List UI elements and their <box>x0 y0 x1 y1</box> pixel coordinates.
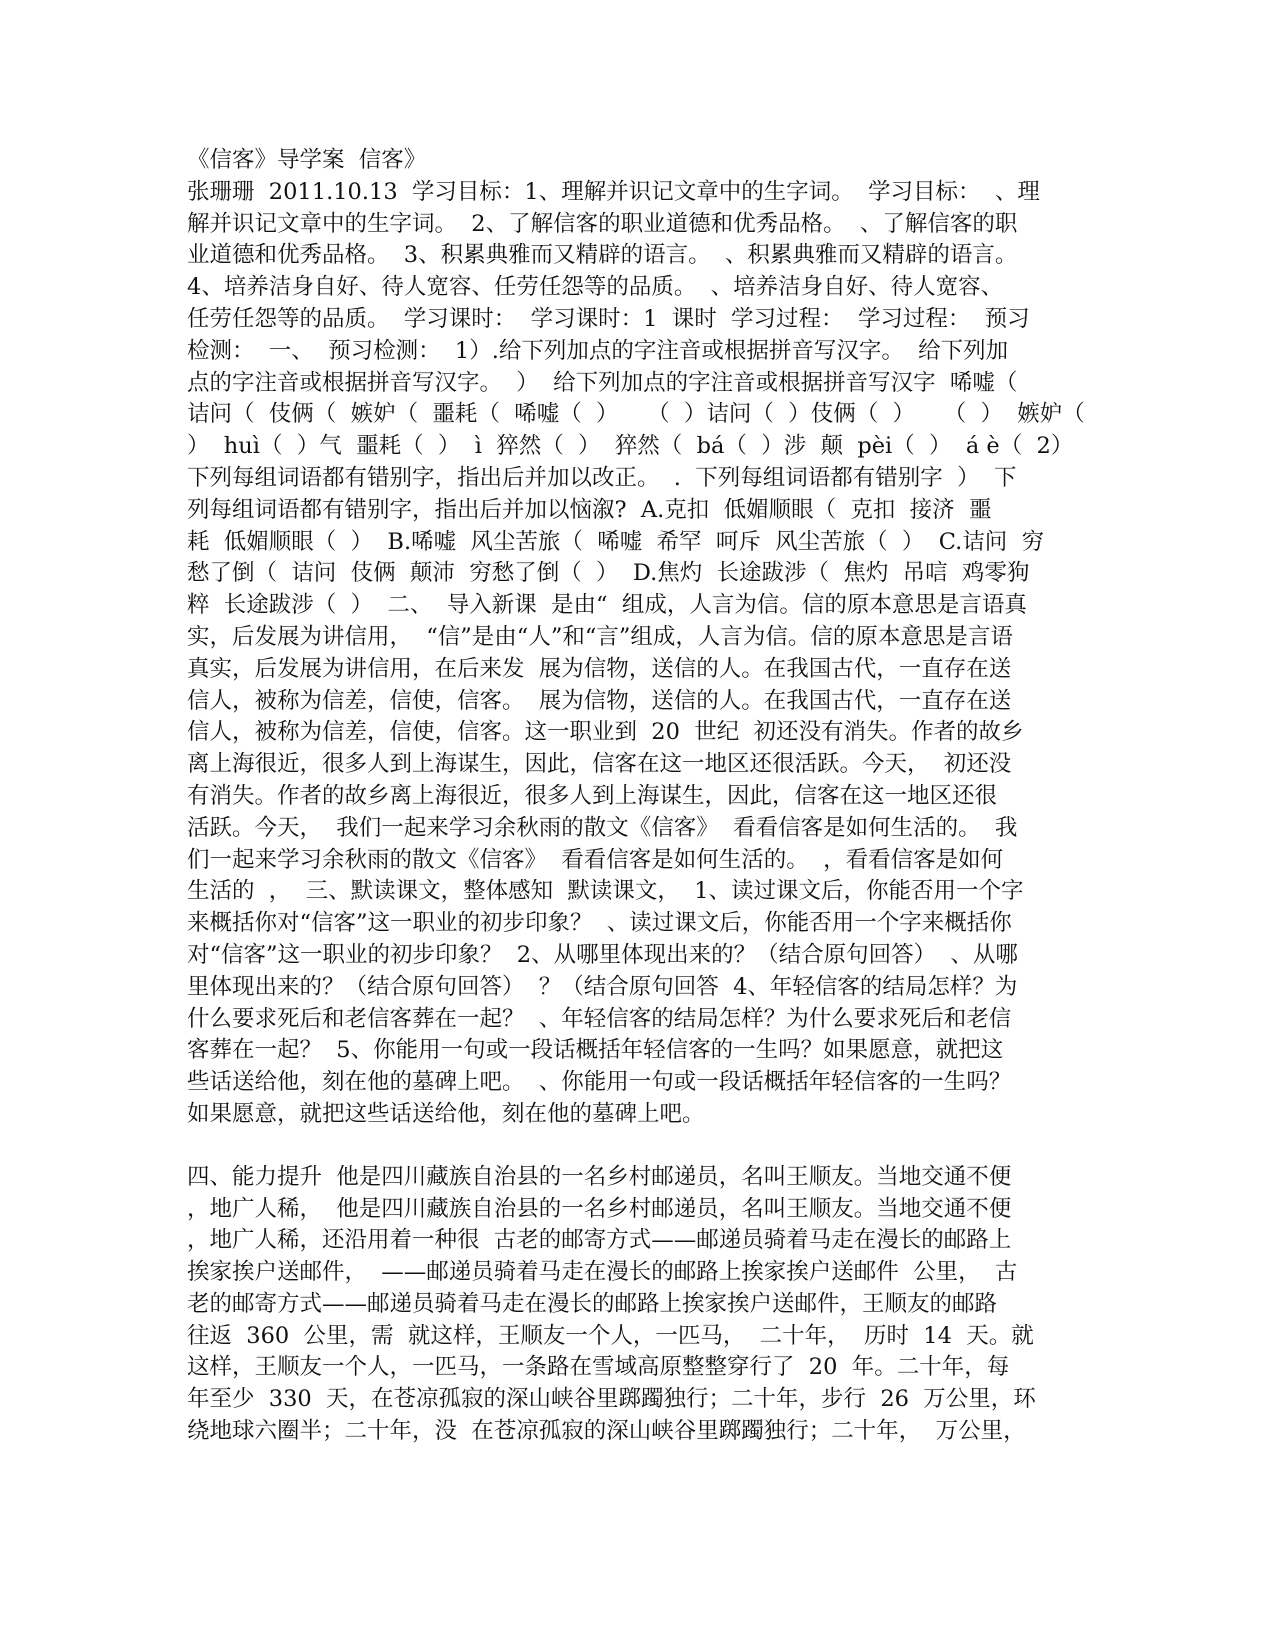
text-line: 下列每组词语都有错别字，指出后并加以改正。 . 下列每组词语都有错别字 ） 下 <box>187 464 1017 491</box>
text-line: 耗 低媚顺眼（ ） B.唏嘘 风尘苦旅（ 唏嘘 希罕 呵斥 风尘苦旅（ ） C.诘问 穷 <box>187 528 1045 555</box>
text-line: 些话送给他，刻在他的墓碑上吧。 、你能用一句或一段话概括年轻信客的一生吗？ <box>187 1069 1012 1096</box>
text-line: 这样，王顺友一个人，一匹马，一条路在雪域高原整整穿行了 20 年。二十年，每 <box>187 1354 1010 1381</box>
text-line: 四、能力提升 他是四川藏族自治县的一名乡村邮递员，名叫王顺友。当地交通不便 <box>187 1163 1012 1190</box>
text-line: 客葬在一起？ 5、你能用一句或一段话概括年轻信客的一生吗？如果愿意，就把这 <box>187 1037 1004 1064</box>
text-line: 业道德和优秀品格。 3、积累典雅而又精辟的语言。 、积累典雅而又精辟的语言。 <box>187 242 1018 269</box>
text-line: 来概括你对“信客”这一职业的初步印象？ 、读过课文后，你能否用一个字来概括你 <box>187 910 1012 937</box>
text-line: 年至少 330 天，在苍凉孤寂的深山峡谷里踯躅独行；二十年，步行 26 万公里，环 <box>187 1386 1036 1413</box>
text-line: 任劳任怨等的品质。 学习课时： 学习课时：1 课时 学习过程： 学习过程： 预习 <box>187 305 1030 332</box>
text-line: 绕地球六圈半；二十年，没 在苍凉孤寂的深山峡谷里踯躅独行；二十年， 万公里， <box>187 1418 1026 1445</box>
text-line: 老的邮寄方式——邮递员骑着马走在漫长的邮路上挨家挨户送邮件，王顺友的邮路 <box>187 1290 998 1317</box>
text-line: 挨家挨户送邮件， ——邮递员骑着马走在漫长的邮路上挨家挨户送邮件 公里， 古 <box>187 1259 1018 1286</box>
text-line: 什么要求死后和老信客葬在一起？ 、年轻信客的结局怎样？为什么要求死后和老信 <box>187 1005 1012 1032</box>
text-line: 真实，后发展为讲信用，在后来发 展为信物，送信的人。在我国古代，一直存在送 <box>187 655 1012 682</box>
text-line: 4、培养洁身自好、待人宽容、任劳任怨等的品质。 、培养洁身自好、待人宽容、 <box>187 274 1004 301</box>
text-line: 张珊珊 2011.10.13 学习目标：1、理解并识记文章中的生字词。 学习目标： 、理 <box>187 178 1040 205</box>
text-line: 列每组词语都有错别字，指出后并加以恼溆? A.克扣 低媚顺眼（ 克扣 接济 噩 <box>187 496 992 523</box>
text-line: 活跃。今天， 我们一起来学习余秋雨的散文《信客》 看看信客是如何生活的。 我 <box>187 814 1018 841</box>
text-line: 们一起来学习余秋雨的散文《信客》 看看信客是如何生活的。 ，看看信客是如何 <box>187 846 1004 873</box>
text-line: 往返 360 公里，需 就这样，王顺友一个人，一匹马， 二十年， 历时 14 天。就 <box>187 1322 1034 1349</box>
text-line: 点的字注音或根据拼音写汉字。 ） 给下列加点的字注音或根据拼音写汉字 唏嘘（ <box>187 369 1018 396</box>
text-line: 实，后发展为讲信用， “信”是由“人”和“言”组成，人言为信。信的原本意思是言语 <box>187 623 1013 650</box>
text-line: 检测： 一、 预习检测： 1）.给下列加点的字注音或根据拼音写汉字。 给下列加 <box>187 337 1009 364</box>
text-line: 有消失。作者的故乡离上海很近，很多人到上海谋生，因此，信客在这一地区还很 <box>187 782 998 809</box>
text-line: 信人，被称为信差，信使，信客。 展为信物，送信的人。在我国古代，一直存在送 <box>187 687 1012 714</box>
text-line: 对“信客”这一职业的初步印象？ 2、从哪里体现出来的？（结合原句回答） 、从哪 <box>187 941 1018 968</box>
paragraph-2 <box>187 1162 1087 1448</box>
document-title: 《信客》导学案 信客》 <box>187 147 427 173</box>
text-line: 愁了倒（ 诘问 伎俩 颠沛 穷愁了倒（ ） D.焦灼 长途跋涉（ 焦灼 吊唁 鸡零狗 <box>187 560 1030 587</box>
text-line: 如果愿意，就把这些话送给他，刻在他的墓碑上吧。 <box>187 1100 705 1127</box>
paragraph-1 <box>187 177 1087 1131</box>
document-page <box>187 145 1087 1448</box>
text-line: 信人，被称为信差，信使，信客。这一职业到 20 世纪 初还没有消失。作者的故乡 <box>187 719 1024 746</box>
paragraph-gap <box>187 1131 1087 1162</box>
text-line: 生活的 ， 三、默读课文，整体感知 默读课文， 1、读过课文后，你能否用一个字 <box>187 878 1024 905</box>
text-line: 诘问（ 伎俩（ 嫉妒（ 噩耗（ 唏嘘（ ） （ ）诘问（ ）伎俩（ ） （ ） 嫉妒（ <box>187 401 1085 428</box>
text-line: ，地广人稀， 他是四川藏族自治县的一名乡村邮递员，名叫王顺友。当地交通不便 <box>187 1195 1012 1222</box>
text-line: 里体现出来的？（结合原句回答） ？（结合原句回答 4、年轻信客的结局怎样？为 <box>187 973 1018 1000</box>
text-line: ） huì（ ）气 噩耗（ ） ì 猝然（ ） 猝然（ bá（ ）涉 颠 pèi（ ） á è（ 2） <box>187 433 1074 460</box>
text-line: 离上海很近，很多人到上海谋生，因此，信客在这一地区还很活跃。今天， 初还没 <box>187 751 1012 778</box>
text-line: ，地广人稀，还沿用着一种很 古老的邮寄方式——邮递员骑着马走在漫长的邮路上 <box>187 1227 1012 1254</box>
text-line: 解并识记文章中的生字词。 2、了解信客的职业道德和优秀品格。 、了解信客的职 <box>187 210 1018 237</box>
text-line: 粹 长途跋涉（ ） 二、 导入新课 是由“ 组成，人言为信。信的原本意思是言语真 <box>187 592 1027 619</box>
